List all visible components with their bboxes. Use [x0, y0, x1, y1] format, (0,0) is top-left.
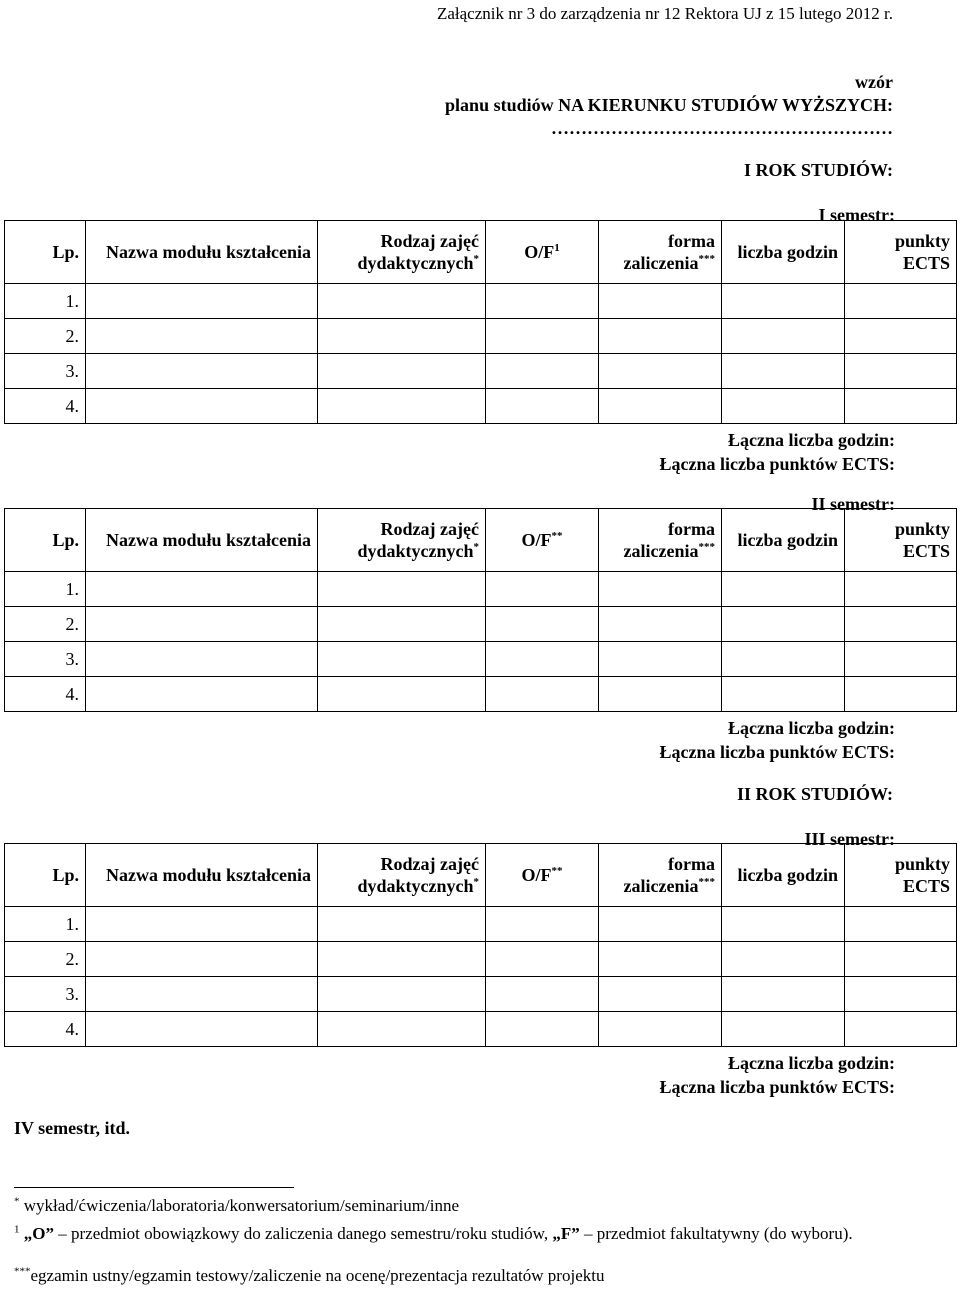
attachment-line: Załącznik nr 3 do zarządzenia nr 12 Rektora UJ z 15 lutego 2012 r.	[436, 4, 893, 23]
col-module: Nazwa modułu kształcenia	[86, 221, 318, 284]
total-hours-label: Łączna liczba godzin:	[728, 430, 895, 450]
col-hours: liczba godzin	[722, 844, 845, 907]
total-ects-label: Łączna liczba punktów ECTS:	[659, 742, 895, 762]
col-ects: punkty ECTS	[845, 221, 957, 284]
field-of-study-placeholder: …………………………………………………	[551, 118, 893, 138]
col-hours: liczba godzin	[722, 509, 845, 572]
table-row: 1.	[5, 572, 957, 607]
total-ects-label: Łączna liczba punktów ECTS:	[659, 1077, 895, 1097]
semester-table-3	[4, 843, 957, 1047]
semester-table-1	[4, 220, 957, 424]
table-row: 2.	[5, 319, 957, 354]
col-form: forma zaliczenia***	[599, 509, 722, 572]
table-row: 3.	[5, 642, 957, 677]
col-of: O/F**	[486, 844, 599, 907]
col-module: Nazwa modułu kształcenia	[86, 844, 318, 907]
col-form: forma zaliczenia***	[599, 844, 722, 907]
col-ects: punkty ECTS	[845, 509, 957, 572]
total-hours-label: Łączna liczba godzin:	[728, 1053, 895, 1073]
table-row: 4.	[5, 677, 957, 712]
footnote-2: $^1$ „O” – przedmiot obowiązkowy do zaliczenia danego semestru/roku studiów, „F” – przedmiot fakultatywny (do wyboru).	[14, 1223, 853, 1243]
col-module: Nazwa modułu kształcenia	[86, 509, 318, 572]
table-row: 4.	[5, 389, 957, 424]
table-row: 2.	[5, 607, 957, 642]
plan-title: planu studiów NA KIERUNKU STUDIÓW WYŻSZYCH:	[445, 95, 893, 115]
semester-label-1: I semestr:	[818, 205, 895, 225]
table-header-row	[5, 844, 957, 907]
table-row: 1.	[5, 907, 957, 942]
totals-2	[659, 716, 895, 764]
semester-label-2: II semestr:	[811, 494, 895, 514]
semester-label-3: III semestr:	[804, 829, 895, 849]
footnote-3: ***egzamin ustny/egzamin testowy/zaliczenie na ocenę/prezentacja rezultatów projektu	[14, 1265, 605, 1285]
template-label: wzór	[855, 72, 893, 92]
footnote-1: * wykład/ćwiczenia/laboratoria/konwersatorium/seminarium/inne	[14, 1195, 459, 1215]
col-type: Rodzaj zajęć dydaktycznych*	[318, 509, 486, 572]
total-ects-label: Łączna liczba punktów ECTS:	[659, 454, 895, 474]
table-row: 4.	[5, 1012, 957, 1047]
table-header-row	[5, 221, 957, 284]
table-row: 3.	[5, 977, 957, 1012]
table-row: 3.	[5, 354, 957, 389]
totals-1	[659, 428, 895, 476]
col-lp: Lp.	[5, 221, 86, 284]
table-header-row	[5, 509, 957, 572]
col-hours: liczba godzin	[722, 221, 845, 284]
total-hours-label: Łączna liczba godzin:	[728, 718, 895, 738]
more-semesters-note: IV semestr, itd.	[14, 1118, 130, 1138]
col-form: forma zaliczenia***	[599, 221, 722, 284]
year-heading-2: II ROK STUDIÓW:	[736, 784, 893, 804]
table-row: 2.	[5, 942, 957, 977]
col-lp: Lp.	[5, 844, 86, 907]
col-ects: punkty ECTS	[845, 844, 957, 907]
year-heading-1: I ROK STUDIÓW:	[743, 160, 893, 180]
footnote-separator	[14, 1187, 294, 1188]
col-lp: Lp.	[5, 509, 86, 572]
col-of: $O/F^1$	[486, 221, 599, 284]
col-type: Rodzaj zajęć dydaktycznych*	[318, 221, 486, 284]
semester-table-2	[4, 508, 957, 712]
col-type: Rodzaj zajęć dydaktycznych*	[318, 844, 486, 907]
table-row: 1.	[5, 284, 957, 319]
totals-3	[659, 1051, 895, 1099]
col-of: O/F**	[486, 509, 599, 572]
